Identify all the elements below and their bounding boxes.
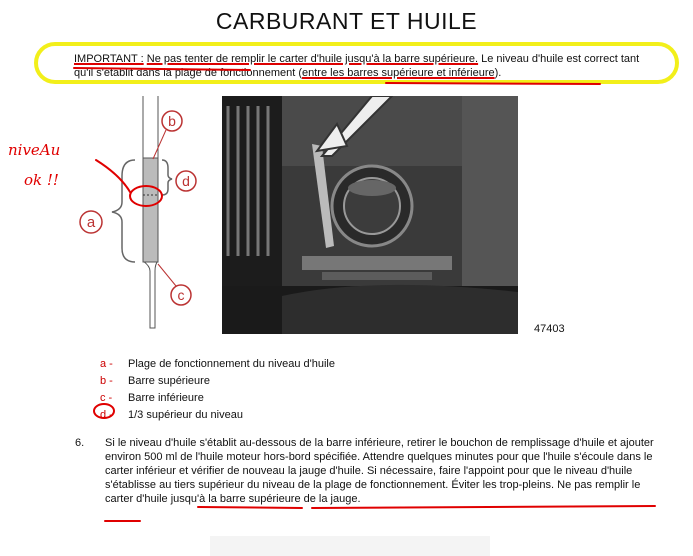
- legend-label: 1/3 supérieur du niveau: [128, 409, 243, 421]
- callout-b: b: [168, 113, 176, 129]
- legend: [100, 356, 335, 424]
- legend-item: [100, 390, 335, 407]
- handwritten-note-line2: ok !!: [24, 171, 59, 189]
- legend-item: [100, 356, 335, 373]
- next-figure-fragment: [210, 536, 490, 556]
- important-text: Le niveau d'huile est correct tant qu'il s'établit dans la plage de fonctionnement (: [74, 53, 640, 79]
- step-text-overflow: Éviter les trop-pleins.: [451, 479, 555, 491]
- legend-item: [100, 373, 335, 390]
- legend-key: c -: [100, 392, 113, 404]
- legend-key: b -: [100, 375, 113, 387]
- brace-d: [162, 160, 172, 195]
- figure-number: 47403: [534, 323, 565, 335]
- legend-label: Barre inférieure: [128, 392, 204, 404]
- important-note: [74, 52, 644, 80]
- engine-photo: [222, 96, 518, 334]
- important-warning: Ne pas tenter de remplir le carter d'huile jusqu'à la barre supérieure.: [146, 53, 479, 65]
- legend-key: a -: [100, 358, 113, 370]
- page-title: CARBURANT ET HUILE: [215, 8, 478, 34]
- legend-label: Barre supérieure: [128, 375, 210, 387]
- operating-range-band: [143, 158, 158, 262]
- step-text: [105, 436, 660, 506]
- brace-a: [112, 160, 135, 262]
- handwritten-note-line1: niveAu: [8, 141, 61, 159]
- important-text-end: ).: [494, 67, 502, 79]
- callout-c: c: [177, 287, 185, 303]
- callout-a: a: [86, 214, 96, 231]
- dipstick-diagram: [0, 96, 220, 346]
- important-label: IMPORTANT :: [74, 53, 144, 65]
- important-range: entre les barres supérieure et inférieure: [302, 67, 495, 79]
- step-text-warning: Ne pas remplir le carter d'huile jusqu'à la barre supérieure de la jauge.: [105, 479, 641, 505]
- legend-label: Plage de fonctionnement du niveau d'huile: [128, 358, 335, 370]
- step-number: 6.: [75, 437, 85, 449]
- callout-d: d: [182, 173, 190, 189]
- legend-item: [100, 407, 335, 424]
- step-text-main: Si le niveau d'huile s'établit au-dessous de la barre inférieure, retirer le bouchon de remplissage d'huile et ajouter environ 500 ml de l'huile moteur hors-bord spécifiée. Attendre quelques minutes pour que l'huile s'écoule dans le carter inférieur et vérifier de nouveau la jauge d'huile. Si nécessaire, faire l'appoint pour que le niveau d'huile s'établisse au tiers supérieur du niveau de la plage de fonctionnement.: [105, 437, 654, 491]
- legend-key: d -: [100, 409, 113, 421]
